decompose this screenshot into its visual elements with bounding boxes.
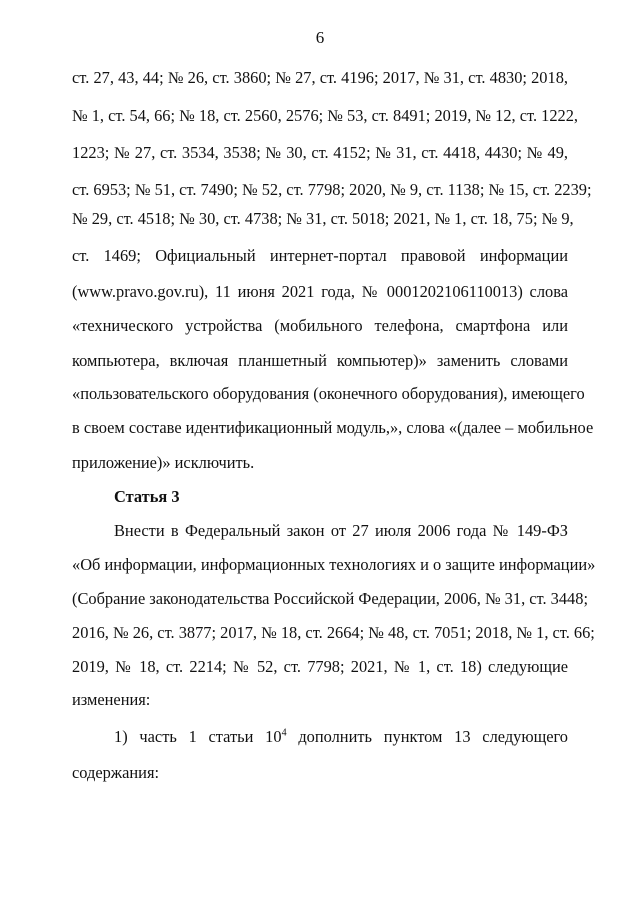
- list-item-suffix: дополнить пунктом 13 следующего: [286, 727, 568, 746]
- article-line: изменения:: [72, 690, 151, 709]
- page-number: 6: [315, 28, 325, 47]
- text-line: ст. 1469; Официальный интернет-портал правовой информации: [72, 246, 568, 265]
- list-item-prefix: 1) часть 1 статьи 10: [114, 727, 282, 746]
- article-heading: Статья 3: [114, 487, 180, 506]
- text-line: № 29, ст. 4518; № 30, ст. 4738; № 31, ст. 5018; 2021, № 1, ст. 18, 75; № 9,: [72, 209, 574, 228]
- article-line: «Об информации, информационных технологиях и о защите информации»: [72, 555, 596, 574]
- text-line: приложение)» исключить.: [72, 453, 255, 472]
- list-item: [114, 727, 568, 747]
- text-line: ст. 6953; № 51, ст. 7490; № 52, ст. 7798; 2020, № 9, ст. 1138; № 15, ст. 2239;: [72, 180, 592, 199]
- text-line: 1223; № 27, ст. 3534, 3538; № 30, ст. 4152; № 31, ст. 4418, 4430; № 49,: [72, 143, 568, 162]
- superscript: 4: [281, 727, 287, 739]
- article-line: (Собрание законодательства Российской Федерации, 2006, № 31, ст. 3448;: [72, 589, 589, 608]
- text-line: в своем составе идентификационный модуль,», слова «(далее – мобильное: [72, 418, 594, 437]
- text-line: компьютера, включая планшетный компьютер)» заменить словами: [72, 351, 568, 370]
- text-line: ст. 27, 43, 44; № 26, ст. 3860; № 27, ст. 4196; 2017, № 31, ст. 4830; 2018,: [72, 68, 568, 87]
- article-line: Внести в Федеральный закон от 27 июля 2006 года № 149-ФЗ: [114, 521, 568, 540]
- text-line: № 1, ст. 54, 66; № 18, ст. 2560, 2576; № 53, ст. 8491; 2019, № 12, ст. 1222,: [72, 106, 579, 125]
- article-line: 2019, № 18, ст. 2214; № 52, ст. 7798; 2021, № 1, ст. 18) следующие: [72, 657, 568, 676]
- article-line: 2016, № 26, ст. 3877; 2017, № 18, ст. 2664; № 48, ст. 7051; 2018, № 1, ст. 66;: [72, 623, 595, 642]
- list-item-continuation: содержания:: [72, 763, 160, 782]
- text-line: «технического устройства (мобильного телефона, смартфона или: [72, 316, 568, 335]
- text-line: (www.pravo.gov.ru), 11 июня 2021 года, № 0001202106110013) слова: [72, 282, 568, 301]
- text-line: «пользовательского оборудования (оконечного оборудования), имеющего: [72, 384, 585, 403]
